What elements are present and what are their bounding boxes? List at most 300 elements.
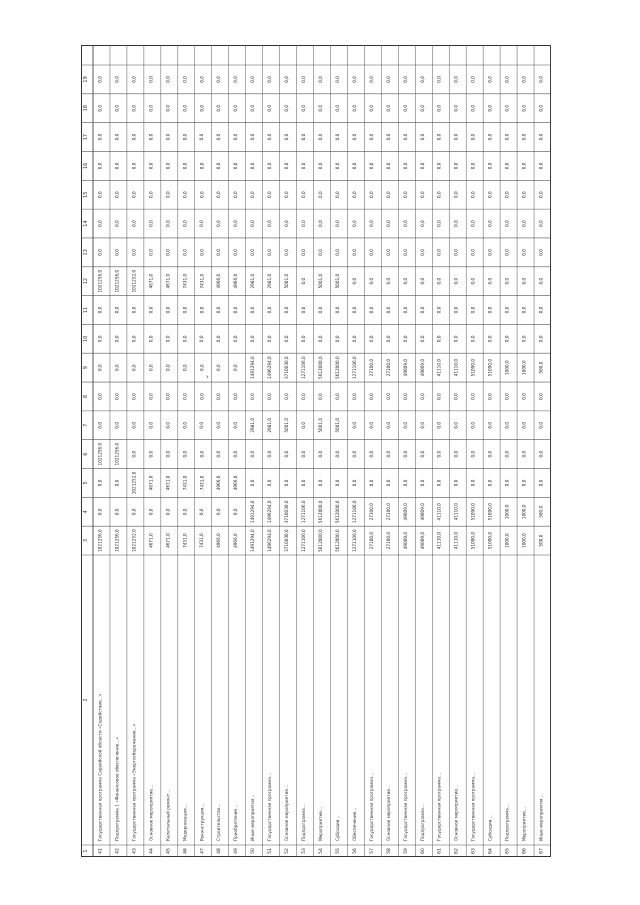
cell-value: 0,0 — [182, 220, 188, 227]
cell-value: 0,0 — [216, 364, 222, 371]
cell-value: 0,0 — [538, 104, 544, 112]
header-number: 19 — [83, 76, 89, 83]
cell-value: 0,0 — [318, 104, 323, 112]
cell-value: 0,0 — [504, 104, 510, 112]
cell-value: 0,0 — [436, 133, 442, 141]
cell-value: 0,0 — [165, 220, 171, 227]
cell-value: 0,0 — [436, 335, 442, 343]
row-number: 50 — [251, 848, 257, 854]
cell-value: 1021256,0 — [97, 529, 103, 552]
cell-value: 0,0 — [148, 450, 154, 458]
cell-value: 5001,0 — [284, 273, 290, 289]
cell-value: 0,0 — [131, 508, 137, 516]
cell-value: 0,0 — [504, 306, 510, 314]
cell-value: 4966,0 — [233, 273, 239, 289]
cell-value: 7431,0 — [182, 273, 188, 289]
cell-value: 41110,0 — [436, 531, 442, 550]
cell-value: 0,0 — [436, 162, 442, 170]
cell-value: 0,0 — [402, 249, 408, 256]
cell-value: 0,0 — [199, 335, 205, 343]
cell-value: 0,0 — [368, 104, 374, 112]
cell-value: 0,0 — [301, 133, 307, 141]
cell-value: 0,0 — [114, 508, 120, 516]
cell-value: 0,0 — [419, 104, 425, 112]
cell-value: 0,0 — [487, 479, 493, 487]
cell-value: 0,0 — [301, 162, 307, 170]
cell-value: 49009,0 — [402, 358, 408, 377]
header-number: 12 — [83, 277, 89, 285]
cell-value: 1496294,0 — [267, 356, 273, 379]
cell-value: 1271106,0 — [301, 500, 307, 524]
row-description: Государственная программа… — [436, 772, 442, 841]
cell-value: 0,0 — [199, 162, 205, 170]
cell-value: 0,0 — [148, 393, 154, 400]
cell-value: 7431,0 — [182, 533, 188, 548]
cell-value: 0,0 — [267, 479, 273, 487]
cell-value: 0,0 — [284, 133, 290, 141]
cell-value: 1021256,0 — [97, 442, 103, 466]
row-number: 60 — [420, 848, 426, 854]
cell-value: 500,0 — [538, 505, 544, 518]
cell-value: 0,0 — [97, 508, 103, 516]
cell-value: 0,0 — [233, 76, 239, 83]
cell-value: 0,0 — [233, 104, 239, 112]
cell-value: 0,0 — [216, 76, 222, 83]
header-number: 14 — [83, 220, 89, 227]
cell-value: 0,0 — [521, 191, 527, 199]
header-number: 4 — [83, 510, 89, 514]
cell-value: 0,0 — [131, 393, 137, 400]
cell-value: 0,0 — [301, 191, 307, 199]
cell-value: 0,0 — [284, 393, 290, 400]
cell-value: 0,0 — [318, 220, 323, 227]
cell-value: 0,0 — [114, 162, 120, 170]
cell-value: 0,0 — [131, 450, 137, 458]
cell-value: 0,0 — [436, 450, 442, 458]
cell-value: 0,0 — [385, 306, 391, 314]
cell-value: 0,0 — [318, 306, 323, 314]
cell-value: 2981,0 — [267, 273, 273, 289]
cell-value: 0,0 — [318, 133, 323, 141]
cell-value: 0,0 — [385, 249, 391, 256]
cell-value: 500,0 — [538, 361, 544, 374]
row-number: 49 — [234, 848, 240, 854]
cell-value: 0,0 — [199, 76, 205, 83]
header-number: 11 — [83, 306, 89, 314]
header-number: 3 — [83, 538, 89, 543]
cell-value: 5001,0 — [318, 273, 323, 289]
row-description: Капитальный ремонт… — [165, 789, 171, 841]
cell-value: 0,0 — [504, 335, 510, 343]
cell-value: 0,0 — [538, 162, 544, 170]
header-number: 1 — [83, 849, 89, 853]
row-description: Мероприятие… — [318, 807, 323, 841]
cell-value: 0,0 — [216, 306, 222, 314]
cell-value: 0,0 — [267, 220, 273, 227]
cell-value: 0,0 — [419, 479, 425, 487]
cell-value: 0,0 — [419, 220, 425, 227]
cell-value: 0,0 — [385, 133, 391, 141]
cell-value: 1000,0 — [504, 504, 510, 520]
cell-value: 0,0 — [419, 277, 425, 285]
cell-value: 0,0 — [351, 277, 357, 285]
cell-value: 0,0 — [301, 479, 307, 487]
cell-value: 4671,0 — [148, 533, 154, 548]
cell-value: 0,0 — [351, 220, 357, 227]
cell-value: 0,0 — [538, 76, 544, 83]
cell-value: 0,0 — [385, 162, 391, 170]
cell-value: 0,0 — [402, 162, 408, 170]
cell-value: 0,0 — [284, 104, 290, 112]
cell-value: 0,0 — [521, 249, 527, 256]
cell-value: 0,0 — [351, 162, 357, 170]
cell-value: 0,0 — [538, 249, 544, 256]
cell-value: 0,0 — [351, 421, 357, 429]
cell-value: 0,0 — [318, 249, 323, 256]
row-description: Основное мероприятие… — [453, 784, 459, 841]
cell-value: 0,0 — [284, 335, 290, 343]
row-number: 48 — [217, 848, 223, 854]
cell-value: 49009,0 — [419, 358, 425, 377]
cell-value: 0,0 — [131, 306, 137, 314]
cell-value: 0,0 — [318, 393, 323, 400]
cell-value: 0,0 — [470, 220, 476, 227]
cell-value: 0,0 — [182, 162, 188, 170]
cell-value: 4671,0 — [148, 475, 154, 491]
cell-value: 0,0 — [453, 393, 459, 400]
cell-value: 1000,0 — [521, 533, 527, 548]
cell-value: 0,0 — [318, 162, 323, 170]
row-description: Основное мероприятие… — [284, 784, 290, 841]
cell-value: 5001,0 — [334, 417, 340, 433]
cell-value: 0,0 — [97, 249, 103, 256]
cell-value: 0,0 — [97, 364, 103, 371]
cell-value: 27100,0 — [368, 531, 374, 550]
cell-value: 0,0 — [368, 393, 374, 400]
cell-value: 49009,0 — [419, 531, 425, 550]
cell-value: 0,0 — [267, 162, 273, 170]
cell-value: 0,0 — [267, 450, 273, 458]
cell-value: 0,0 — [487, 421, 493, 429]
cell-value: 0,0 — [436, 306, 442, 314]
cell-value: 0,0 — [436, 76, 442, 83]
cell-value: 0,0 — [351, 479, 357, 487]
cell-value: 1021252,0 — [131, 269, 137, 293]
cell-value: 49009,0 — [402, 531, 408, 550]
header-number: 6 — [83, 452, 89, 456]
row-number: 44 — [149, 848, 155, 854]
row-number: 66 — [522, 848, 528, 854]
cell-value: 0,0 — [131, 104, 137, 112]
row-number: 62 — [454, 848, 460, 854]
cell-value: 0,0 — [182, 364, 188, 371]
cell-value: 0,0 — [351, 335, 357, 343]
row-number: 42 — [115, 848, 121, 854]
row-number: 54 — [319, 848, 324, 854]
cell-value: 49009,0 — [419, 503, 425, 521]
cell-value: 0,0 — [301, 306, 307, 314]
cell-value: 0,0 — [402, 450, 408, 458]
cell-value: 0,0 — [385, 393, 391, 400]
cell-value: 0,0 — [436, 393, 442, 400]
cell-value: 0,0 — [402, 306, 408, 314]
cell-value: 0,0 — [487, 76, 493, 83]
row-number: 45 — [166, 848, 172, 854]
cell-value: 0,0 — [453, 220, 459, 227]
cell-value: 0,0 — [504, 450, 510, 458]
cell-value: 0,0 — [148, 364, 154, 371]
header-number: 15 — [83, 191, 89, 198]
cell-value: 0,0 — [148, 306, 154, 314]
cell-value: 3710030,0 — [284, 356, 290, 379]
cell-value: 0,0 — [385, 220, 391, 227]
cell-value: 0,0 — [419, 306, 425, 314]
cell-value: 0,0 — [301, 335, 307, 343]
cell-value: 0,0 — [131, 191, 137, 199]
cell-value: 1491294,0 — [250, 500, 256, 524]
cell-value: 0,0 — [199, 133, 205, 141]
header-number: 17 — [83, 133, 89, 141]
cell-value: 0,0 — [148, 104, 154, 112]
cell-value: 0,0 — [165, 393, 171, 400]
cell-value: 0,0 — [470, 76, 476, 83]
cell-value: 0,0 — [538, 277, 544, 285]
cell-value: 0,0 — [97, 335, 103, 343]
row-number: 43 — [132, 848, 138, 854]
cell-value: 0,0 — [114, 249, 120, 256]
cell-value: 0,0 — [233, 335, 239, 343]
cell-value: 0,0 — [487, 277, 493, 285]
cell-value: 1000,0 — [504, 533, 510, 548]
cell-value: 0,0 — [487, 249, 493, 256]
cell-value: 0,0 — [487, 133, 493, 141]
cell-value: 0,0 — [334, 76, 340, 83]
cell-value: 4671,0 — [165, 533, 171, 548]
row-description: Обеспечение… — [351, 807, 357, 841]
cell-value: 0,0 — [521, 104, 527, 112]
cell-value: 0,0 — [114, 335, 120, 343]
cell-value: 0,0 — [165, 162, 171, 170]
cell-value: 0,0 — [97, 220, 103, 227]
row-description: Государственная программа… — [368, 772, 374, 841]
cell-value: 0,0 — [504, 421, 510, 429]
cell-value: 0,0 — [131, 335, 137, 343]
cell-value: 0,0 — [165, 133, 171, 141]
cell-value: 0,0 — [402, 76, 408, 83]
cell-value: 0,0 — [385, 191, 391, 199]
cell-value: 0,0 — [165, 76, 171, 83]
cell-value: 0,0 — [368, 479, 374, 487]
cell-value: 0,0 — [250, 306, 256, 314]
cell-value: 0,0 — [368, 220, 374, 227]
cell-value: 0,0 — [487, 450, 493, 458]
cell-value: 0,0 — [538, 421, 544, 429]
header-number: 8 — [83, 394, 89, 399]
cell-value: 0,0 — [233, 191, 239, 199]
cell-value: 1496294,0 — [267, 529, 273, 552]
cell-value: 0,0 — [538, 191, 544, 199]
cell-value: 0,0 — [114, 76, 120, 83]
cell-value: 0,0 — [351, 393, 357, 400]
cell-value: 0,0 — [250, 393, 256, 400]
cell-value: 0,0 — [131, 364, 137, 371]
row-description: Реконструкция… — [199, 803, 205, 841]
cell-value: 0,0 — [97, 104, 103, 112]
cell-value: 0,0 — [402, 104, 408, 112]
cell-value: 0,0 — [436, 249, 442, 256]
cell-value: 0,0 — [250, 104, 256, 112]
header-number: 9 — [83, 366, 89, 370]
cell-value: 0,0 — [487, 191, 493, 199]
cell-value: 5612000,0 — [318, 356, 323, 379]
cell-value: 0,0 — [419, 421, 425, 429]
cell-value: 0,0 — [165, 249, 171, 256]
row-description: Модернизация… — [182, 804, 188, 841]
cell-value: 0,0 — [97, 306, 103, 314]
cell-value: 0,0 — [470, 421, 476, 429]
cell-value: 0,0 — [334, 393, 340, 400]
cell-value: 7431,0 — [182, 475, 188, 491]
cell-value: 0,0 — [436, 104, 442, 112]
header-number: 10 — [83, 335, 89, 343]
cell-value: 0,0 — [538, 479, 544, 487]
cell-value: 0,0 — [368, 249, 374, 256]
cell-value: 0,0 — [148, 508, 154, 516]
cell-value: 0,0 — [216, 450, 222, 458]
cell-value: 0,0 — [114, 479, 120, 487]
cell-value: 0,0 — [487, 104, 493, 112]
cell-value: 0,0 — [487, 393, 493, 400]
cell-value: 0,0 — [148, 421, 154, 429]
cell-value: 0,0 — [114, 421, 120, 429]
cell-value: 0,0 — [182, 133, 188, 141]
cell-value: 0,0 — [504, 133, 510, 141]
cell-value: 0,0 — [521, 335, 527, 343]
cell-value: 0,0 — [131, 421, 137, 429]
cell-value: 0,0 — [368, 306, 374, 314]
cell-value: 2981,0 — [250, 273, 256, 289]
cell-value: 4966,0 — [216, 273, 222, 289]
cell-value: 1000,0 — [504, 360, 510, 375]
cell-value: 0,0 — [233, 162, 239, 170]
cell-value: 0,0 — [521, 450, 527, 458]
cell-value: 0,0 — [233, 450, 239, 458]
cell-value: 0,0 — [131, 162, 137, 170]
cell-value: 0,0 — [199, 421, 205, 429]
cell-value: 27100,0 — [385, 503, 391, 521]
cell-value: 0,0 — [216, 220, 222, 227]
cell-value: 0,0 — [334, 306, 340, 314]
cell-value: 0,0 — [182, 421, 188, 429]
cell-value: 0,0 — [385, 421, 391, 429]
cell-value: 0,0 — [436, 277, 442, 285]
cell-value: 0,0 — [436, 421, 442, 429]
cell-value: 0,0 — [487, 335, 493, 343]
cell-value: 4671,0 — [148, 273, 154, 289]
cell-value: 0,0 — [487, 306, 493, 314]
cell-value: 0,0 — [368, 421, 374, 429]
cell-value: 4671,0 — [165, 273, 171, 289]
cell-value: 0,0 — [131, 133, 137, 141]
cell-value: 0,0 — [97, 162, 103, 170]
cell-value: 0,0 — [334, 162, 340, 170]
cell-value: 0,0 — [538, 306, 544, 314]
cell-value: 0,0 — [318, 450, 323, 458]
cell-value: 41110,0 — [453, 503, 459, 521]
cell-value: 0,0 — [301, 220, 307, 227]
row-description: Государственная программа «Энергосбережение…» — [131, 723, 137, 841]
cell-value: 0,0 — [351, 133, 357, 141]
cell-value: 0,0 — [453, 450, 459, 458]
cell-value: 0,0 — [385, 450, 391, 458]
cell-value: 0,0 — [148, 220, 154, 227]
cell-value: 4966,0 — [233, 475, 239, 491]
cell-value: 1021256,0 — [114, 269, 120, 293]
cell-value: 0,0 — [182, 306, 188, 314]
cell-value: 0,0 — [165, 364, 171, 371]
cell-value: 0,0 — [97, 421, 103, 429]
cell-value: 0,0 — [182, 393, 188, 400]
row-number: 47 — [200, 848, 206, 854]
cell-value: 0,0 — [301, 104, 307, 112]
row-description: Подпрограмма… — [301, 803, 307, 841]
cell-value: 41110,0 — [436, 358, 442, 377]
cell-value: 0,0 — [284, 306, 290, 314]
cell-value: 0,0 — [521, 393, 527, 400]
cell-value: 1271106,0 — [351, 529, 357, 552]
cell-value: 0,0 — [318, 479, 323, 487]
cell-value: 0,0 — [114, 393, 120, 400]
cell-value: 1021256,0 — [97, 269, 103, 293]
cell-value: 0,0 — [284, 249, 290, 256]
cell-value: 0,0 — [250, 162, 256, 170]
row-description: Иные мероприятия… — [250, 794, 256, 841]
cell-value: 41110,0 — [436, 503, 442, 521]
cell-value: 0,0 — [199, 450, 205, 458]
cell-value: 0,0 — [504, 162, 510, 170]
cell-value: 51090,0 — [470, 503, 476, 521]
row-number: 56 — [352, 848, 358, 854]
cell-value: 0,0 — [233, 249, 239, 256]
cell-value: 0,0 — [402, 421, 408, 429]
cell-value: 0,0 — [233, 421, 239, 429]
cell-value: 0,0 — [97, 191, 103, 199]
cell-value: 5612000,0 — [334, 356, 340, 379]
cell-value: 0,0 — [216, 133, 222, 141]
cell-value: 0,0 — [351, 306, 357, 314]
cell-value: 5001,0 — [284, 417, 290, 433]
cell-value: 0,0 — [182, 335, 188, 343]
row-description: Субсидии… — [487, 815, 493, 841]
cell-value: 0,0 — [131, 220, 137, 227]
cell-value: 0,0 — [351, 104, 357, 112]
cell-value: 0,0 — [504, 393, 510, 400]
row-number: 55 — [335, 848, 341, 854]
cell-value: 7431,0 — [199, 533, 205, 548]
cell-value: 0,0 — [334, 191, 340, 199]
cell-value: 0,0 — [233, 306, 239, 314]
cell-value: 0,0 — [114, 133, 120, 141]
cell-value: 0,0 — [216, 421, 222, 429]
cell-value: 1000,0 — [521, 360, 527, 375]
cell-value: 0,0 — [148, 133, 154, 141]
cell-value: 0,0 — [334, 450, 340, 458]
cell-value: 3710030,0 — [284, 529, 290, 552]
row-description: Строительство… — [216, 803, 222, 841]
row-description: Подпрограмма… — [419, 803, 425, 841]
cell-value: 0,0 — [148, 191, 154, 199]
cell-value: 0,0 — [165, 421, 171, 429]
